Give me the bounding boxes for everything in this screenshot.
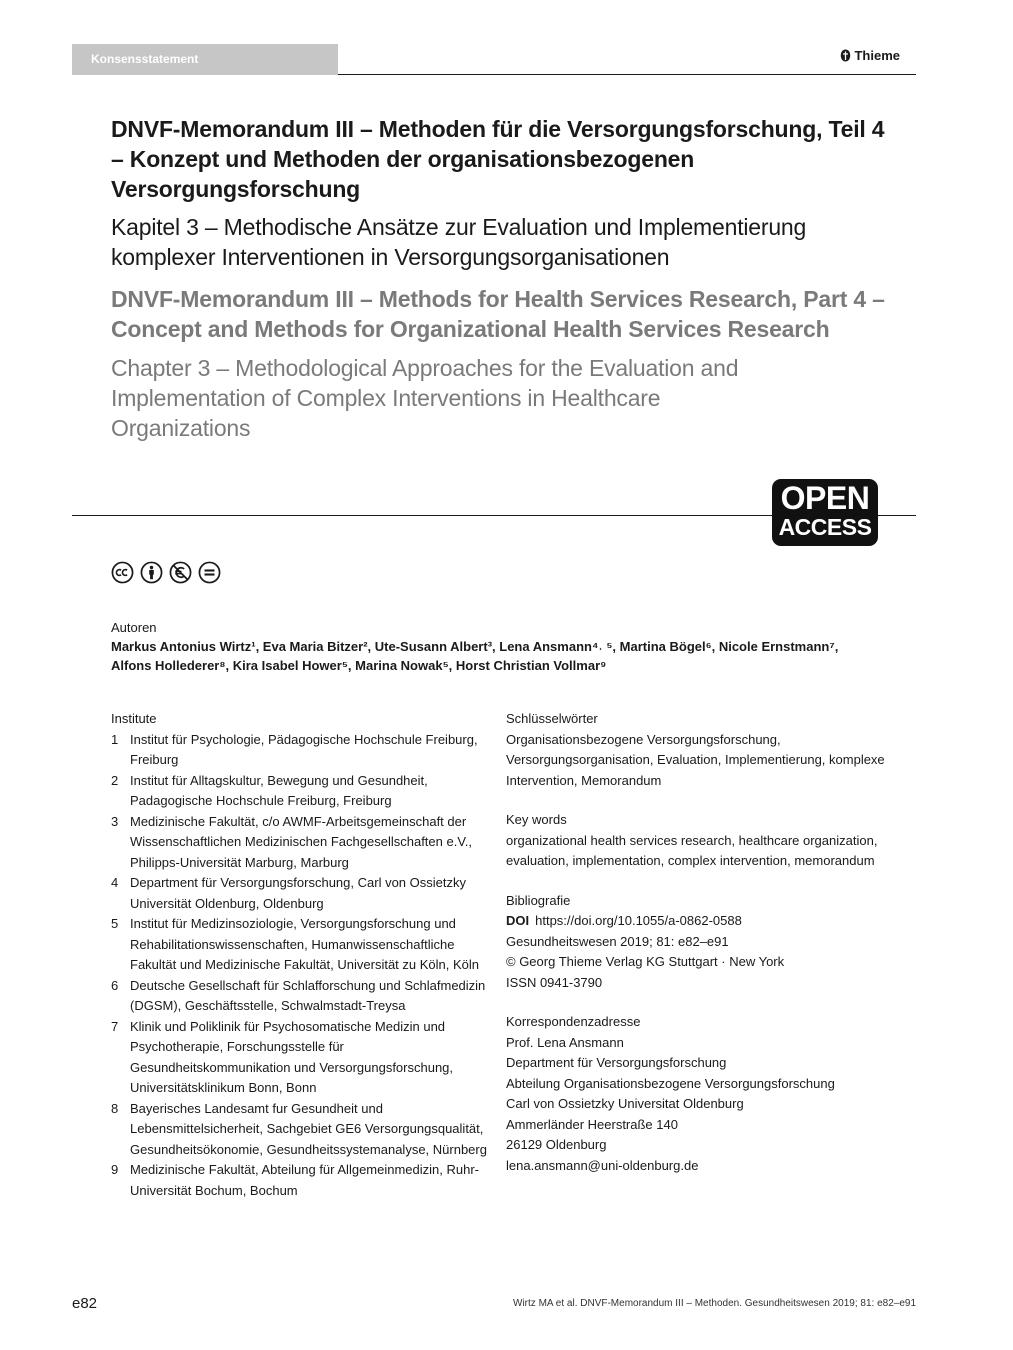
header-rule [338,74,916,75]
institute-number: 3 [111,813,119,829]
issn-text: ISSN 0941-3790 [506,974,603,990]
correspondence-section [506,1012,886,1176]
institute-item [111,1017,491,1099]
institutes-list [111,730,491,1202]
institute-number: 7 [111,1018,119,1034]
title-german: DNVF-Memorandum III – Methoden für die Versorgungsforschung, Teil 4 – Konzept und Methoden der organisationsbezogenen Versorgungsforschung [111,116,885,202]
doi-line [506,911,886,932]
bibliography-label: Bibliografie [506,892,571,908]
keywords-en-label: Key words [506,812,567,827]
open-access-line2: ACCESS [778,514,872,540]
institute-text: Department für Versorgungsforschung, Carl von Ossietzky Universität Oldenburg, Oldenburg [130,875,466,911]
subtitle-english: Chapter 3 – Methodological Approaches for the Evaluation and Implementation of Complex Interventions in Healthcare Organizations [111,355,739,441]
nd-icon [198,561,221,584]
institute-number: 5 [111,916,119,931]
institutes-label: Institute [111,711,157,726]
cc-icon [111,561,134,584]
title-block [111,114,901,443]
title-english: DNVF-Memorandum III – Methods for Health Services Research, Part 4 – Concept and Methods for Organizational Health Services Research [111,286,885,342]
keywords-de-label: Schlüsselwörter [506,711,598,726]
copyright-text: © Georg Thieme Verlag KG Stuttgart · New York [506,954,785,969]
nc-icon [169,561,192,584]
section-label: Konsensstatement [72,44,338,75]
open-access-badge [772,479,878,546]
institute-number: 8 [111,1100,119,1116]
institute-text: Institut für Alltagskultur, Bewegung und Gesundheit, Padagogische Hochschule Freiburg, Freiburg [130,772,428,808]
institute-text: Bayerisches Landesamt fur Gesundheit und Lebensmittelsicherheit, Sachgebiet GE6 Versorgungsqualität, Gesundheitsökonomie, Gesundheitssystemanalyse, Nürnberg [130,1100,487,1157]
thieme-logo-icon [840,49,851,62]
doi-link[interactable]: https://doi.org/10.1055/a-0862-0588 [535,913,742,928]
bibliography-section [506,891,886,994]
institute-item [111,1160,491,1201]
publisher-logo [840,48,900,63]
institute-text: Deutsche Gesellschaft für Schlafforschung und Schlafmedizin (DGSM), Geschäftsstelle, Schwalmstadt-Treysa [130,977,486,1013]
institute-text: Klinik und Poliklinik für Psychosomatische Medizin und Psychotherapie, Forschungsstelle für Gesundheitskommunikation und Versorgungsforschung, Universitätsklinikum Bonn, Bonn [130,1018,454,1095]
authors-line-1: Markus Antonius Wirtz¹, Eva Maria Bitzer², Ute-Susann Albert³, Lena Ansmann⁴˒ ⁵, Martina Bögel⁶, Nicole Ernstmann⁷, [111,639,839,654]
institute-number: 1 [111,731,119,747]
institute-item [111,812,491,874]
institute-text: Institut für Psychologie, Pädagogische Hochschule Freiburg, Freiburg [130,731,478,767]
institute-number: 6 [111,977,119,993]
publisher-name: Thieme [854,48,900,63]
institutes-section [111,709,491,1201]
doi-label: DOI [506,913,530,928]
institute-item [111,1099,491,1161]
correspondence-department: Department für Versorgungsforschung [506,1055,727,1070]
correspondence-email[interactable]: lena.ansmann@uni-oldenburg.de [506,1157,699,1173]
institute-item [111,873,491,914]
institute-item [111,771,491,812]
institute-text: Medizinische Fakultät, c/o AWMF-Arbeitsgemeinschaft der Wissenschaftlichen Medizinischen Fachgesellschaften e.V., Philipps-Universität Marburg, Marburg [130,813,473,870]
correspondence-label: Korrespondenzadresse [506,1014,641,1029]
correspondence-street: Ammerländer Heerstraße 140 [506,1116,678,1132]
correspondence-city: 26129 Oldenburg [506,1137,607,1152]
keywords-en-section [506,810,886,872]
institute-item [111,914,491,976]
institute-item [111,730,491,771]
license-icons [111,561,221,584]
keywords-de-section [506,709,886,791]
journal-reference: Gesundheitswesen 2019; 81: e82–e91 [506,933,729,949]
correspondence-division: Abteilung Organisationsbezogene Versorgungsforschung [506,1075,835,1091]
subtitle-german: Kapitel 3 – Methodische Ansätze zur Evaluation und Implementierung komplexer Interventionen in Versorgungsorganisationen [111,214,807,270]
authors-label: Autoren [111,620,157,635]
authors-line-2: Alfons Hollederer⁸, Kira Isabel Hower⁵, Marina Nowak⁵, Horst Christian Vollmar⁹ [111,658,607,673]
by-icon [140,561,163,584]
institute-item [111,976,491,1017]
page-number: e82 [72,1295,98,1312]
institute-number: 9 [111,1162,119,1177]
keywords-en-text: organizational health services research, healthcare organization, evaluation, implementation, complex intervention, memorandum [506,832,878,868]
institute-number: 4 [111,875,119,890]
authors-section [111,618,901,675]
open-access-line1: OPEN [780,480,870,516]
metadata-column [506,709,886,1195]
correspondence-university: Carl von Ossietzky Universitat Oldenburg [506,1096,744,1111]
institute-text: Institut für Medizinsoziologie, Versorgungsforschung und Rehabilitationswissenschaften, Humanwissenschaftliche Fakultät und Medizinische Fakultät, Universität zu Köln, Köln [130,916,480,972]
institute-text: Medizinische Fakultät, Abteilung für Allgemeinmedizin, Ruhr-Universität Bochum, Bochum [130,1162,480,1198]
correspondence-name: Prof. Lena Ansmann [506,1034,624,1050]
institute-number: 2 [111,772,119,788]
keywords-de-text: Organisationsbezogene Versorgungsforschung, Versorgungsorganisation, Evaluation, Implementierung, komplexe Intervention, Memorandum [506,731,885,788]
footer-citation: Wirtz MA et al. DNVF-Memorandum III – Methoden. Gesundheitswesen 2019; 81: e82–e91 [513,1298,916,1309]
